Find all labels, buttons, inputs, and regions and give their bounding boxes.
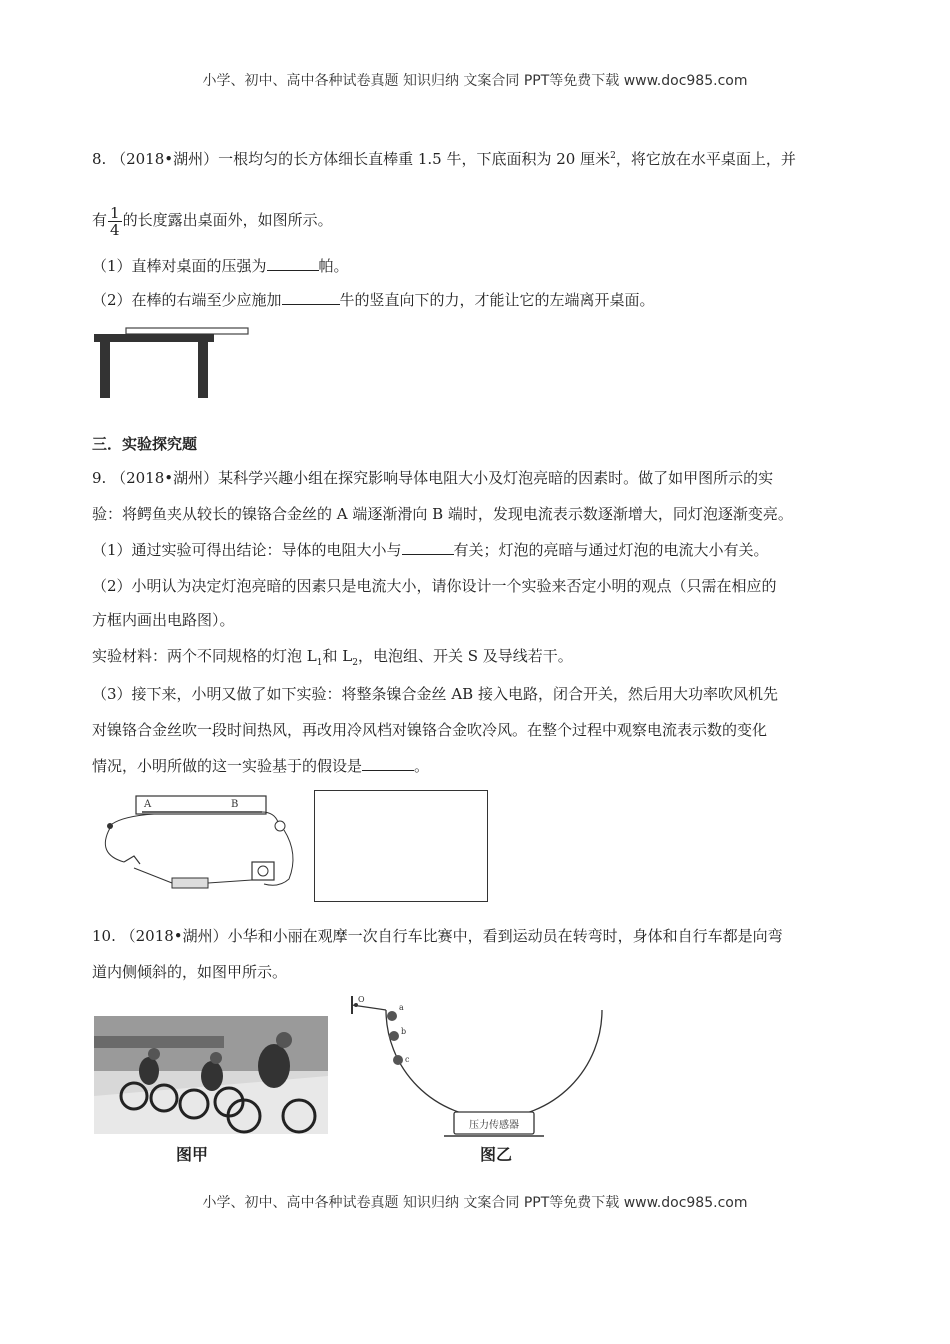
q9-part3-line1: （3）接下来，小明又做了如下实验：将整条镍合金丝 AB 接入电路，闭合开关，然后用大功率吹风机先 [92, 685, 778, 703]
answer-blank[interactable] [282, 290, 340, 305]
q8-part1: （1）直棒对桌面的压强为 帕。 [92, 257, 349, 275]
page-header: 小学、初中、高中各种试卷真题 知识归纳 文案合同 PPT等免费下载 www.doc985.com [202, 73, 748, 89]
q8-part2: （2）在棒的右端至少应施加 牛的竖直向下的力，才能让它的左端离开桌面。 [92, 291, 655, 309]
pressure-sensor-label: 压力传感器 [469, 1120, 519, 1131]
q10-line2: 道内侧倾斜的，如图甲所示。 [92, 963, 288, 981]
label-a: A [144, 799, 152, 810]
q9-line2: 验：将鳄鱼夹从较长的镍铬合金丝的 A 端逐渐滑向 B 端时，发现电流表示数逐渐增大，同灯泡逐渐变亮。 [92, 505, 793, 523]
label-b: b [401, 1027, 407, 1036]
page-footer: 小学、初中、高中各种试卷真题 知识归纳 文案合同 PPT等免费下载 www.doc985.com [202, 1195, 748, 1211]
circuit-drawing-box[interactable] [314, 790, 488, 902]
answer-blank[interactable] [267, 256, 319, 271]
section-title: 三．实验探究题 [92, 435, 198, 453]
label-o: O [358, 995, 365, 1004]
q8-line2: 有 $\frac{1}{4}$ 的长度露出桌面外，如图所示。 [92, 203, 333, 239]
fraction-one-quarter: $\frac{1}{4}$ [110, 203, 120, 239]
pendulum-sensor-figure [344, 990, 604, 1140]
q9-part2-line1: （2）小明认为决定灯泡亮暗的因素只是电流大小，请你设计一个实验来否定小明的观点（只需在相应的 [92, 577, 777, 595]
q9-part1: （1）通过实验可得出结论：导体的电阻大小与 有关；灯泡的亮暗与通过灯泡的电流大小有关。 [92, 541, 769, 559]
q9-materials: 实验材料：两个不同规格的灯泡 $L_1$和 $L_2$，电泡组、开关 S 及导线若干。 [92, 647, 573, 668]
label-c: c [405, 1055, 410, 1064]
q9-part3-line3: 情况，小明所做的这一实验基于的假设是 。 [92, 757, 430, 775]
label-b: B [231, 799, 239, 810]
q9-line1: 9. （2018•湖州）某科学兴趣小组在探究影响导体电阻大小及灯泡亮暗的因素时。做了如甲图所示的实 [92, 469, 774, 487]
circuit-figure [94, 784, 304, 900]
answer-blank[interactable] [362, 756, 414, 771]
answer-blank[interactable] [402, 540, 454, 555]
q9-part3-line2: 对镍铬合金丝吹一段时间热风，再改用冷风档对镍铬合金吹冷风。在整个过程中观察电流表示数的变化 [92, 721, 768, 739]
cyclists-photo [94, 1016, 328, 1134]
figure-b-caption: 图乙 [480, 1145, 513, 1164]
q8-line1: 8. （2018•湖州）一根均匀的长方体细长直棒重 1.5 牛，下底面积为 20 厘米$^2$，将它放在水平桌面上，并 [92, 150, 796, 168]
label-a: a [399, 1003, 404, 1012]
figure-a-caption: 图甲 [176, 1145, 209, 1164]
table-with-rod-figure [92, 320, 252, 400]
q9-part2-line2: 方框内画出电路图）。 [92, 611, 235, 629]
q10-line1: 10. （2018•湖州）小华和小丽在观摩一次自行车比赛中，看到运动员在转弯时，身体和自行车都是向弯 [92, 927, 783, 945]
